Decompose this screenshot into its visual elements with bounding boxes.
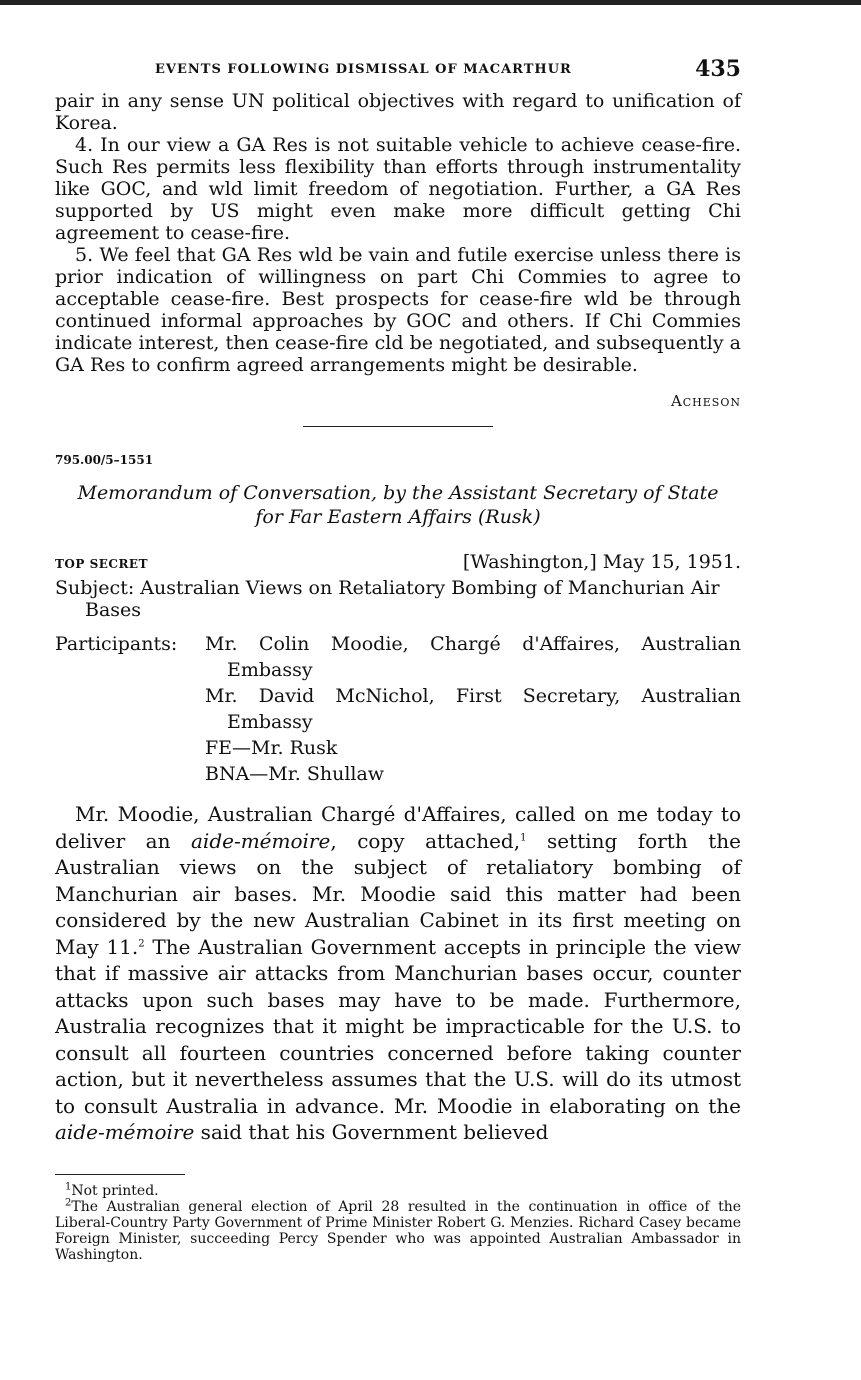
body-text-5: said that his Government believed [194,1120,549,1144]
footnote-ref-1: 1 [520,831,527,843]
body-italic-1: aide-mémoire [191,828,331,853]
footnote-1 [55,1180,741,1199]
participant-item: FE—Mr. Rusk [205,737,338,759]
footnote-marker: 1 [65,1180,72,1192]
body-text-4: The Australian Government accepts in principle the view that if massive air attacks from Manchurian bases occur, counter attacks upon such bases may have to be made. Furthermore, Australia recognizes that it might be impracticable for the U.S. to consult all fourteen countries concerned before taking counter action, but it nevertheless assumes that the U.S. will do its utmost to consult Australia in advance. Mr. Moodie in elaborating on the [55,934,741,1118]
page-number: 435 [695,56,741,82]
participant-item: Mr. Colin Moodie, Chargé d'Affaires, Australian Embassy [205,633,741,681]
footnote-rule [55,1174,185,1175]
memo-heading-line-2: for Far Eastern Affairs (Rusk) [255,506,541,528]
paragraph-5: 5. We feel that GA Res wld be vain and futile exercise unless there is prior indication of willingness on part Chi Commies to agree to acceptable cease-fire. Best prospects for cease-fire wld be through continued informal approaches by GOC and others. If Chi Commies indicate interest, then cease-fire cld be negotiated, and subsequently a GA Res to confirm agreed arrangements might be desirable. [55,244,741,376]
top-border-rule [0,0,861,5]
footnote-2 [55,1196,741,1263]
participants-block [55,631,741,787]
running-header [55,56,741,90]
footnote-ref-2: 2 [138,937,145,949]
signature-text: Acheson [670,392,741,410]
memo-body-paragraph [55,801,741,1146]
participant-item: BNA—Mr. Shullaw [205,763,385,785]
signature-acheson [55,392,741,410]
body-text-2: , copy attached, [330,828,521,853]
memo-heading [55,481,741,529]
running-title: EVENTS FOLLOWING DISMISSAL OF MACARTHUR [155,62,572,77]
section-divider [303,426,493,427]
participant-item: Mr. David McNichol, First Secretary, Australian Embassy [205,685,741,733]
paragraph-4: 4. In our view a GA Res is not suitable vehicle to achieve cease-fire. Such Res permits less flexibility than efforts through instrumentality like GOC, and wld limit freedom of negotiation. Further, a GA Res supported by US might even make more difficult getting Chi agreement to cease-fire. [55,134,741,244]
participants-label: Participants: [55,633,178,655]
body-text-3: setting forth the Australian views on the subject of retaliatory bombing of Manchurian air bases. Mr. Moodie said this matter had been considered by the new Australian Cabinet in its first meeting on May 11. [55,828,741,959]
body-text-1: Mr. Moodie, Australian Chargé d'Affaires, called on me today to deliver an [55,802,741,853]
page-content [55,56,741,1263]
subject-label: Subject: [55,577,135,599]
footnotes [55,1180,741,1263]
footnote-marker: 2 [65,1196,72,1208]
classification-label: TOP SECRET [55,557,148,571]
subject-text: Australian Views on Retaliatory Bombing of Manchurian Air Bases [85,577,720,621]
file-number: 795.00/5–1551 [55,453,154,467]
body-italic-2: aide-mémoire [55,1120,195,1144]
participants-list [205,631,741,787]
dateline [55,551,741,577]
footnote-text: Not printed. [71,1182,159,1199]
subject-line [55,577,741,621]
continued-paragraph: pair in any sense UN political objectives with regard to unification of Korea. [55,90,741,134]
footnote-text: The Australian general election of April 28 resulted in the continuation in office of the Liberal-Country Party Government of Prime Minister Robert G. Menzies. Richard Casey became Foreign Minister, succeeding Percy Spender who was appointed Australian Ambassador in Washington. [55,1198,741,1263]
memo-date: [Washington,] May 15, 1951. [462,551,741,573]
memo-heading-line-1: Memorandum of Conversation, by the Assistant Secretary of State [77,482,719,504]
